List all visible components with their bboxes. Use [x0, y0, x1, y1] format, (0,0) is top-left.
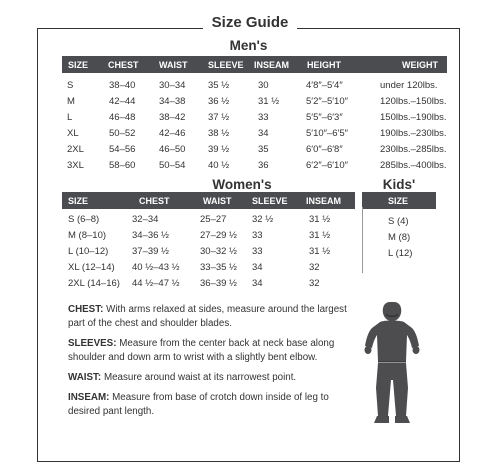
- mens-cell: 285lbs.–400lbs.: [380, 160, 447, 171]
- mens-col-inseam: INSEAM: [254, 60, 290, 70]
- mens-col-sleeve: SLEEVE: [208, 60, 244, 70]
- womens-cell: L (10–12): [68, 246, 109, 257]
- sweatsuit-figure-icon: [362, 300, 432, 430]
- womens-col-chest: CHEST: [139, 196, 170, 206]
- mens-cell: 38 ½: [208, 128, 230, 139]
- mens-cell: 40 ½: [208, 160, 230, 171]
- mens-cell: 3XL: [67, 160, 84, 171]
- mens-cell: 4′8″–5′4″: [306, 80, 343, 91]
- mens-cell: 34: [258, 128, 269, 139]
- mens-cell: 38–42: [159, 112, 186, 123]
- size-guide-title: Size Guide: [203, 14, 298, 31]
- womens-cell: 34: [252, 278, 263, 289]
- mens-cell: 42–44: [109, 96, 136, 107]
- womens-cell: 34–36 ½: [132, 230, 169, 241]
- mens-table-header: [62, 56, 447, 73]
- womens-cell: 27–29 ½: [200, 230, 237, 241]
- womens-cell: 32: [309, 262, 320, 273]
- womens-col-waist: WAIST: [203, 196, 232, 206]
- womens-cell: 33–35 ½: [200, 262, 237, 273]
- womens-cell: 32: [309, 278, 320, 289]
- mens-cell: L: [67, 112, 73, 123]
- mens-cell: 33: [258, 112, 269, 123]
- womens-cell: 2XL (14–16): [68, 278, 120, 289]
- mens-cell: 150lbs.–190lbs.: [380, 112, 447, 123]
- mens-cell: 39 ½: [208, 144, 230, 155]
- mens-cell: 6′0″–6′8″: [306, 144, 343, 155]
- womens-cell: 34: [252, 262, 263, 273]
- chest-term: CHEST:: [68, 304, 104, 315]
- womens-cell: 32 ½: [252, 214, 274, 225]
- womens-cell: 36–39 ½: [200, 278, 237, 289]
- mens-cell: 30–34: [159, 80, 186, 91]
- kids-col-size: SIZE: [388, 196, 409, 206]
- mens-cell: 37 ½: [208, 112, 230, 123]
- kids-heading: Kids': [382, 177, 416, 192]
- chest-definition: [68, 303, 353, 331]
- womens-cell: XL (12–14): [68, 262, 115, 273]
- mens-cell: 190lbs.–230lbs.: [380, 128, 447, 139]
- kids-cell: S (4): [388, 216, 409, 227]
- mens-cell: 5′10″–6′5″: [306, 128, 348, 139]
- sleeves-definition: [68, 337, 353, 365]
- womens-cell: S (6–8): [68, 214, 100, 225]
- womens-cell: 32–34: [132, 214, 159, 225]
- mens-heading: Men's: [229, 38, 268, 53]
- mens-col-size: SIZE: [68, 60, 89, 70]
- size-guide-title-wrap: [0, 14, 500, 32]
- womens-cell: 31 ½: [309, 214, 331, 225]
- mens-cell: 36 ½: [208, 96, 230, 107]
- waist-term: WAIST:: [68, 372, 102, 383]
- womens-cell: 44 ½–47 ½: [132, 278, 180, 289]
- chest-text: With arms relaxed at sides, measure around the largest part of the chest and shoulder blades.: [68, 304, 347, 329]
- mens-cell: 120lbs.–150lbs.: [380, 96, 447, 107]
- inseam-definition: [68, 391, 353, 419]
- mens-cell: 38–40: [109, 80, 136, 91]
- womens-cell: 37–39 ½: [132, 246, 169, 257]
- womens-heading: Women's: [212, 177, 272, 192]
- mens-cell: 46–50: [159, 144, 186, 155]
- mens-cell: 31 ½: [258, 96, 280, 107]
- mens-cell: 36: [258, 160, 269, 171]
- womens-cell: 25–27: [200, 214, 227, 225]
- womens-cell: 30–32 ½: [200, 246, 237, 257]
- mens-cell: 50–52: [109, 128, 136, 139]
- mens-cell: 30: [258, 80, 269, 91]
- mens-col-waist: WAIST: [159, 60, 188, 70]
- womens-cell: 31 ½: [309, 246, 331, 257]
- kids-cell: M (8): [388, 232, 411, 243]
- womens-col-inseam: INSEAM: [306, 196, 342, 206]
- mens-cell: S: [67, 80, 74, 91]
- womens-cell: 33: [252, 230, 263, 241]
- mens-cell: 34–38: [159, 96, 186, 107]
- mens-cell: under 120lbs.: [380, 80, 438, 91]
- kids-divider: [362, 207, 363, 273]
- mens-cell: 35: [258, 144, 269, 155]
- womens-cell: 40 ½–43 ½: [132, 262, 180, 273]
- inseam-text: Measure from base of crotch down inside of leg to desired pant length.: [68, 392, 329, 417]
- mens-cell: 35 ½: [208, 80, 230, 91]
- womens-col-sleeve: SLEEVE: [252, 196, 288, 206]
- mens-col-weight: WEIGHT: [402, 60, 438, 70]
- kids-cell: L (12): [388, 248, 413, 259]
- womens-cell: 33: [252, 246, 263, 257]
- mens-cell: 58–60: [109, 160, 136, 171]
- kids-table-header: [362, 192, 436, 209]
- mens-cell: 5′5″–6′3″: [306, 112, 343, 123]
- womens-col-size: SIZE: [68, 196, 89, 206]
- waist-definition: [68, 371, 353, 385]
- sleeves-term: SLEEVES:: [68, 338, 117, 349]
- inseam-term: INSEAM:: [68, 392, 110, 403]
- waist-text: Measure around waist at its narrowest point.: [103, 372, 297, 383]
- mens-cell: 46–48: [109, 112, 136, 123]
- mens-col-height: HEIGHT: [307, 60, 342, 70]
- womens-table-header: [62, 192, 355, 209]
- womens-cell: 31 ½: [309, 230, 331, 241]
- mens-cell: 42–46: [159, 128, 186, 139]
- mens-cell: 54–56: [109, 144, 136, 155]
- mens-cell: 6′2″–6′10″: [306, 160, 348, 171]
- mens-cell: 230lbs.–285lbs.: [380, 144, 447, 155]
- mens-cell: 50–54: [159, 160, 186, 171]
- mens-col-chest: CHEST: [108, 60, 139, 70]
- mens-cell: 2XL: [67, 144, 84, 155]
- mens-cell: M: [67, 96, 75, 107]
- womens-cell: M (8–10): [68, 230, 107, 241]
- mens-cell: XL: [67, 128, 79, 139]
- sleeves-text: Measure from the center back at neck base along shoulder and down arm to wrist with a slightly bent elbow.: [68, 338, 335, 363]
- mens-cell: 5′2″–5′10″: [306, 96, 348, 107]
